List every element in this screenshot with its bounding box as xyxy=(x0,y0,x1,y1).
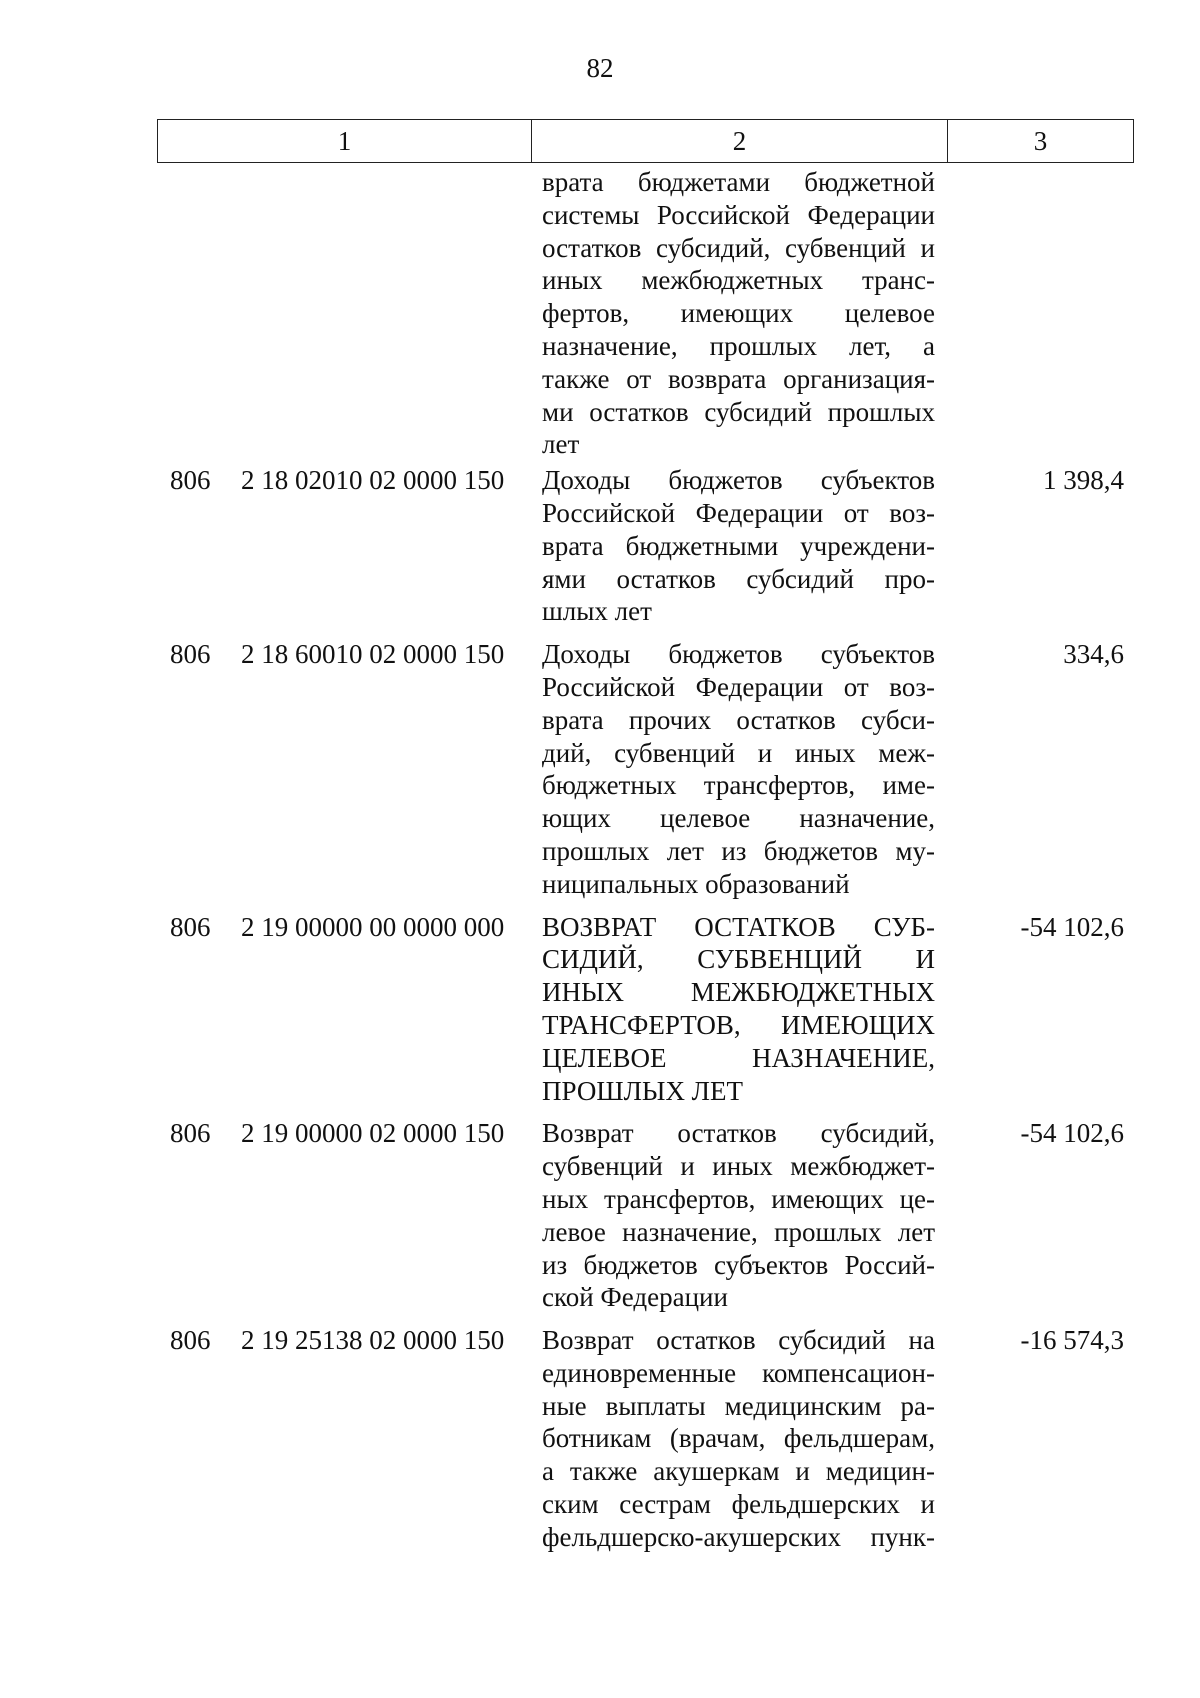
header-col-3: 3 xyxy=(1033,126,1048,156)
description-line: ями остатков субсидий про- xyxy=(542,563,935,594)
description-line: ботникам (врачам, фельдшерам, xyxy=(542,1423,935,1454)
budget-code: 2 19 00000 02 0000 150 xyxy=(241,1118,505,1149)
amount: -54 102,6 xyxy=(1020,911,1124,942)
budget-code: 2 19 25138 02 0000 150 xyxy=(241,1325,505,1356)
description-line: врата бюджетными учреждени- xyxy=(542,530,935,561)
description-line: Доходы бюджетов субъектов xyxy=(542,639,935,670)
description-line: врата прочих остатков субси- xyxy=(542,704,935,735)
amount: -16 574,3 xyxy=(1020,1325,1124,1356)
description-line: левое назначение, прошлых лет xyxy=(542,1216,935,1247)
description-line: фельдшерско-акушерских пунк- xyxy=(542,1521,935,1552)
description-line: прошлых лет из бюджетов му- xyxy=(542,835,935,866)
header-col-2: 2 xyxy=(532,120,948,162)
description-line: ТРАНСФЕРТОВ, ИМЕЮЩИХ xyxy=(542,1009,935,1040)
admin-code: 806 xyxy=(170,639,211,670)
description-line: также от возврата организация- xyxy=(542,363,935,394)
description-line: субвенций и иных межбюджет- xyxy=(542,1151,935,1182)
description-line: ПРОШЛЫХ ЛЕТ xyxy=(542,1075,743,1106)
description-line: ВОЗВРАТ ОСТАТКОВ СУБ- xyxy=(542,911,935,942)
admin-code: 806 xyxy=(170,1325,211,1356)
table-row xyxy=(0,166,1200,461)
budget-code: 2 18 60010 02 0000 150 xyxy=(241,639,505,670)
description-line: из бюджетов субъектов Россий- xyxy=(542,1249,935,1280)
description-line: остатков субсидий, субвенций и xyxy=(542,232,935,263)
admin-code: 806 xyxy=(170,911,211,942)
header-col-1: 1 xyxy=(158,120,532,162)
description-line: Доходы бюджетов субъектов xyxy=(542,465,935,496)
table-row xyxy=(0,638,1200,900)
description-line: ской Федерации xyxy=(542,1282,728,1313)
description-line: фертов, имеющих целевое xyxy=(542,298,935,329)
table-body xyxy=(0,166,1200,1554)
description-line: Возврат остатков субсидий на xyxy=(542,1325,935,1356)
page-number: 82 xyxy=(586,53,614,83)
row-description xyxy=(542,911,935,1108)
amount: -54 102,6 xyxy=(1020,1118,1124,1149)
description-line: шлых лет xyxy=(542,596,652,627)
amount: 1 398,4 xyxy=(1043,465,1124,496)
description-line: Российской Федерации от воз- xyxy=(542,671,935,702)
description-line: иных межбюджетных транс- xyxy=(542,265,935,296)
description-line: назначение, прошлых лет, а xyxy=(542,330,935,361)
row-description xyxy=(542,166,935,461)
description-line: бюджетных трансфертов, име- xyxy=(542,770,935,801)
table-header xyxy=(157,119,1134,163)
table-row xyxy=(0,911,1200,1108)
description-line: ных трансфертов, имеющих це- xyxy=(542,1183,935,1214)
description-line: СИДИЙ, СУБВЕНЦИЙ И xyxy=(542,944,935,975)
table-row xyxy=(0,1117,1200,1314)
description-line: ющих целевое назначение, xyxy=(542,803,935,834)
admin-code: 806 xyxy=(170,1118,211,1149)
description-line: системы Российской Федерации xyxy=(542,199,935,230)
description-line: ИНЫХ МЕЖБЮДЖЕТНЫХ xyxy=(542,977,935,1008)
description-line: единовременные компенсацион- xyxy=(542,1357,935,1388)
row-description xyxy=(542,638,935,900)
budget-code: 2 18 02010 02 0000 150 xyxy=(241,465,505,496)
row-description xyxy=(542,1117,935,1314)
description-line: ЦЕЛЕВОЕ НАЗНАЧЕНИЕ, xyxy=(542,1042,935,1073)
description-line: ные выплаты медицинским ра- xyxy=(542,1390,935,1421)
description-line: ским сестрам фельдшерских и xyxy=(542,1489,935,1520)
description-line: Возврат остатков субсидий, xyxy=(542,1118,935,1149)
amount: 334,6 xyxy=(1063,639,1124,670)
description-line: ниципальных образований xyxy=(542,868,850,899)
description-line: ми остатков субсидий прошлых xyxy=(542,396,935,427)
row-description xyxy=(542,464,935,628)
admin-code: 806 xyxy=(170,465,211,496)
description-line: а также акушеркам и медицин- xyxy=(542,1456,935,1487)
description-line: врата бюджетами бюджетной xyxy=(542,167,935,197)
row-description xyxy=(542,1324,935,1554)
table-row xyxy=(0,464,1200,628)
description-line: Российской Федерации от воз- xyxy=(542,497,935,528)
description-line: дий, субвенций и иных меж- xyxy=(542,737,935,768)
budget-code: 2 19 00000 00 0000 000 xyxy=(241,911,505,942)
table-row xyxy=(0,1324,1200,1554)
description-line: лет xyxy=(542,429,580,460)
